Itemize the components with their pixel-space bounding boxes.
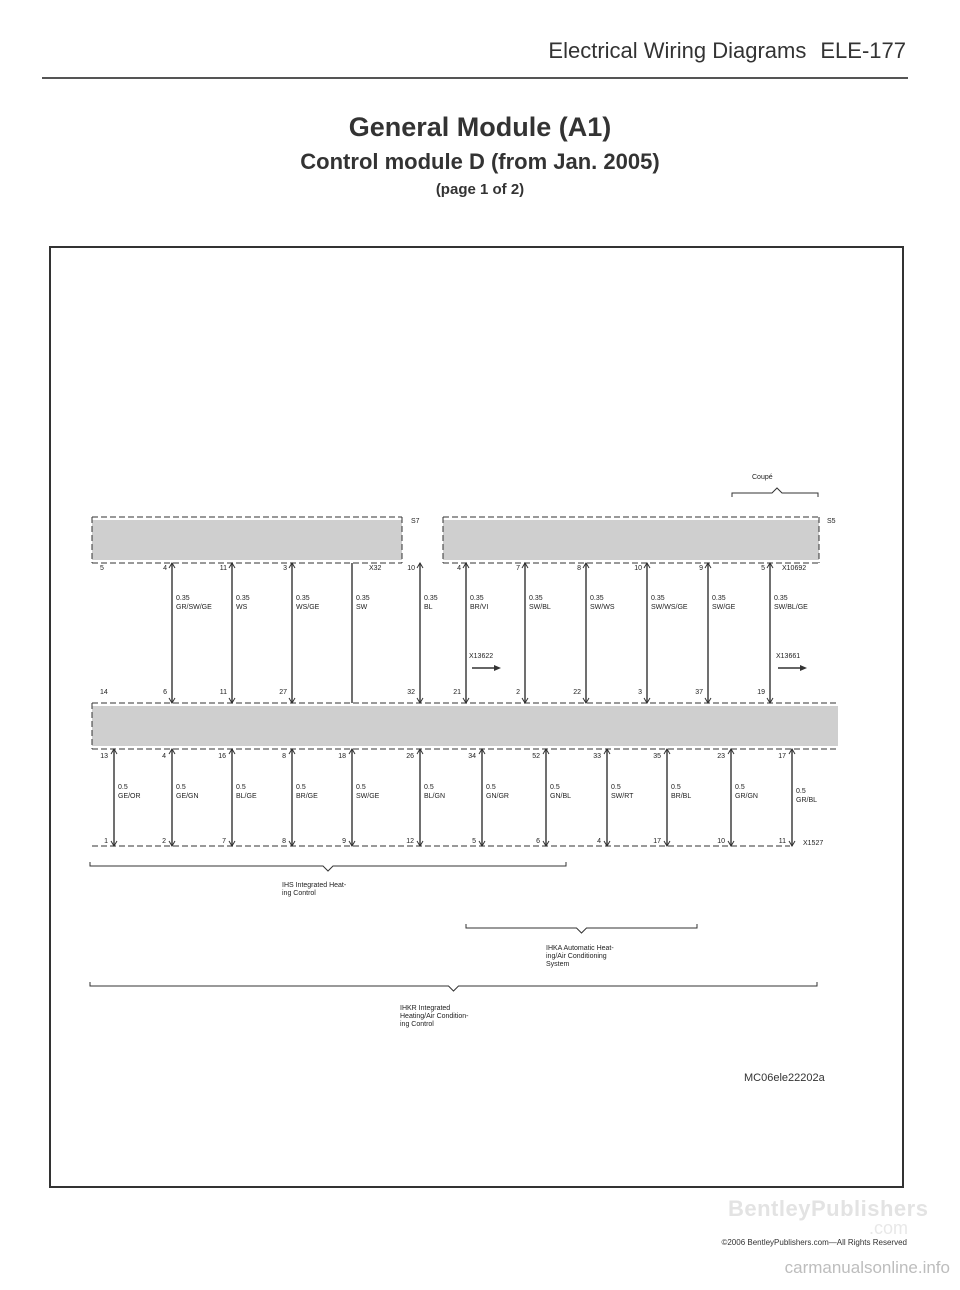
lower-wire-1-color: GE/OR — [118, 793, 141, 800]
upper-wire-3-color: WS — [236, 604, 248, 611]
lower-wire-7-color: GN/GR — [486, 793, 509, 800]
general-module-body — [92, 706, 838, 746]
upper-wire-1-top-pin: 5 — [100, 565, 104, 572]
upper-wire-6-top-pin: 10 — [407, 565, 415, 572]
upper-wire-8-color: SW/BL — [529, 604, 551, 611]
upper-wire-9-lower-pin: 22 — [573, 689, 581, 696]
lower-wire-9-color: SW/RT — [611, 793, 634, 800]
upper-wire-10-lower-pin: 3 — [638, 689, 642, 696]
function-brace-3 — [90, 982, 817, 991]
lower-wire-9-top-pin: 33 — [593, 753, 601, 760]
function-brace-3-line-3: ing Control — [400, 1021, 434, 1028]
upper-wire-4-color: WS/GE — [296, 604, 320, 611]
lower-wire-4-top-pin: 8 — [282, 753, 286, 760]
upper-wire-4-lower-pin: 27 — [279, 689, 287, 696]
lower-wire-5-bottom-pin: 9 — [342, 838, 346, 845]
lower-wire-2-gauge: 0.5 — [176, 784, 186, 791]
upper-wire-11-lower-pin: 37 — [695, 689, 703, 696]
upper-wire-11-gauge: 0.35 — [712, 595, 726, 602]
lower-wire-5-color: SW/GE — [356, 793, 380, 800]
site-watermark: carmanualsonline.info — [784, 1258, 950, 1277]
upper-wire-11-color: SW/GE — [712, 604, 736, 611]
x13622-arrow-head — [494, 665, 501, 671]
lower-wire-1-gauge: 0.5 — [118, 784, 128, 791]
upper-wire-5-color: SW — [356, 604, 368, 611]
connector-label-x13622: X13622 — [469, 653, 494, 660]
upper-wire-7-lower-pin: 21 — [453, 689, 461, 696]
upper-wire-8-top-pin: 7 — [516, 565, 520, 572]
upper-wire-6-color: BL — [424, 604, 433, 611]
lower-wire-12-bottom-pin: 11 — [778, 838, 786, 845]
connector-label-x10692: X10692 — [782, 565, 807, 572]
publisher-logo: BentleyPublishers — [728, 1196, 929, 1221]
connector-s7-body — [92, 520, 402, 560]
module-layer — [92, 517, 838, 846]
lower-wire-10-top-pin: 35 — [653, 753, 661, 760]
lower-wire-8-color: GN/BL — [550, 793, 572, 800]
lower-wire-6-bottom-pin: 12 — [406, 838, 414, 845]
upper-wire-4-gauge: 0.35 — [296, 595, 310, 602]
lower-wire-11-gauge: 0.5 — [735, 784, 745, 791]
lower-wire-8-top-pin: 52 — [532, 753, 540, 760]
function-brace-1 — [90, 862, 566, 871]
page-code: ELE-177 — [820, 38, 906, 63]
lower-wire-5-top-pin: 18 — [338, 753, 346, 760]
lower-wire-4-color: BR/GE — [296, 793, 318, 800]
upper-wire-2-color: GR/SW/GE — [176, 604, 212, 611]
copyright-notice: ©2006 BentleyPublishers.com—All Rights Reserved — [721, 1238, 907, 1247]
function-brace-1-line-2: ing Control — [282, 890, 316, 897]
page-indicator: (page 1 of 2) — [435, 181, 525, 198]
upper-wire-7-top-pin: 4 — [457, 565, 461, 572]
lower-wire-7-gauge: 0.5 — [486, 784, 496, 791]
lower-wire-10-bottom-pin: 17 — [653, 838, 661, 845]
upper-wire-1-lower-pin: 14 — [100, 689, 108, 696]
lower-wire-2-top-pin: 4 — [162, 753, 166, 760]
upper-wire-2-top-pin: 4 — [163, 565, 167, 572]
lower-wire-3-bottom-pin: 7 — [222, 838, 226, 845]
lower-wire-5-gauge: 0.5 — [356, 784, 366, 791]
upper-wire-6-gauge: 0.35 — [424, 595, 438, 602]
lower-wire-1-bottom-pin: 1 — [104, 838, 108, 845]
lower-wire-12-color: GR/BL — [796, 797, 818, 804]
lower-wire-7-bottom-pin: 5 — [472, 838, 476, 845]
upper-wire-2-gauge: 0.35 — [176, 595, 190, 602]
lower-wire-1-top-pin: 13 — [100, 753, 108, 760]
function-brace-3-line-1: IHKR Integrated — [400, 1005, 451, 1012]
upper-wire-6-lower-pin: 32 — [407, 689, 415, 696]
lower-wire-4-bottom-pin: 8 — [282, 838, 286, 845]
connector-label-s7: S7 — [411, 518, 420, 525]
lower-wire-10-color: BR/BL — [671, 793, 692, 800]
upper-wire-3-gauge: 0.35 — [236, 595, 250, 602]
upper-wire-12-color: SW/BL/GE — [774, 604, 808, 611]
upper-wire-10-top-pin: 10 — [634, 565, 642, 572]
lower-wire-8-bottom-pin: 6 — [536, 838, 540, 845]
upper-wire-3-lower-pin: 11 — [219, 689, 227, 696]
figure-id: MC06ele22202a — [744, 1072, 825, 1084]
lower-wire-2-bottom-pin: 2 — [162, 838, 166, 845]
upper-wire-9-gauge: 0.35 — [590, 595, 604, 602]
upper-wire-7-color: BR/VI — [470, 604, 489, 611]
lower-wire-11-top-pin: 23 — [717, 753, 725, 760]
upper-wire-12-lower-pin: 19 — [757, 689, 765, 696]
variant-label-coupe: Coupé — [752, 474, 773, 481]
upper-wire-12-top-pin: 5 — [761, 565, 765, 572]
diagram-subtitle: Control module D (from Jan. 2005) — [300, 149, 660, 174]
lower-wire-4-gauge: 0.5 — [296, 784, 306, 791]
upper-wire-4-top-pin: 3 — [283, 565, 287, 572]
upper-wire-9-top-pin: 8 — [577, 565, 581, 572]
lower-wire-3-top-pin: 16 — [218, 753, 226, 760]
lower-wire-6-gauge: 0.5 — [424, 784, 434, 791]
upper-wire-11-top-pin: 9 — [699, 565, 703, 572]
lower-wire-3-gauge: 0.5 — [236, 784, 246, 791]
upper-wire-2-lower-pin: 6 — [163, 689, 167, 696]
lower-wire-9-bottom-pin: 4 — [597, 838, 601, 845]
section-title: Electrical Wiring Diagrams — [548, 38, 807, 63]
connector-label-x13661: X13661 — [776, 653, 801, 660]
connector-label-s5: S5 — [827, 518, 836, 525]
function-brace-1-line-1: IHS Integrated Heat- — [282, 882, 347, 889]
lower-wire-2-color: GE/GN — [176, 793, 199, 800]
lower-wire-6-top-pin: 26 — [406, 753, 414, 760]
diagram-title: General Module (A1) — [348, 112, 612, 142]
lower-wire-8-gauge: 0.5 — [550, 784, 560, 791]
lower-wire-12-gauge: 0.5 — [796, 788, 806, 795]
function-brace-2-line-1: IHKA Automatic Heat- — [546, 945, 614, 952]
lower-wire-3-color: BL/GE — [236, 793, 257, 800]
lower-wire-10-gauge: 0.5 — [671, 784, 681, 791]
variant-brace-coupe — [732, 488, 818, 497]
connector-s5-body — [443, 520, 819, 560]
function-brace-3-line-2: Heating/Air Condition- — [400, 1013, 469, 1020]
function-brace-2-line-3: System — [546, 961, 570, 968]
upper-wire-10-gauge: 0.35 — [651, 595, 665, 602]
upper-wire-8-lower-pin: 2 — [516, 689, 520, 696]
lower-wire-7-top-pin: 34 — [468, 753, 476, 760]
connector-label-x32: X32 — [369, 565, 382, 572]
lower-wire-6-color: BL/GN — [424, 793, 446, 800]
lower-wire-11-bottom-pin: 10 — [717, 838, 725, 845]
function-brace-2 — [466, 924, 697, 933]
connector-label-x1527: X1527 — [803, 840, 824, 847]
function-brace-2-line-2: ing/Air Conditioning — [546, 953, 607, 960]
upper-wire-3-top-pin: 11 — [219, 565, 227, 572]
upper-wire-8-gauge: 0.35 — [529, 595, 543, 602]
lower-wire-12-top-pin: 17 — [778, 753, 786, 760]
upper-wire-10-color: SW/WS/GE — [651, 604, 688, 611]
upper-wire-9-color: SW/WS — [590, 604, 615, 611]
publisher-domain: .com — [868, 1218, 908, 1238]
upper-wire-12-gauge: 0.35 — [774, 595, 788, 602]
upper-wire-7-gauge: 0.35 — [470, 595, 484, 602]
upper-wire-5-gauge: 0.35 — [356, 595, 370, 602]
lower-wire-11-color: GR/GN — [735, 793, 758, 800]
lower-wire-9-gauge: 0.5 — [611, 784, 621, 791]
x13661-arrow-head — [800, 665, 807, 671]
